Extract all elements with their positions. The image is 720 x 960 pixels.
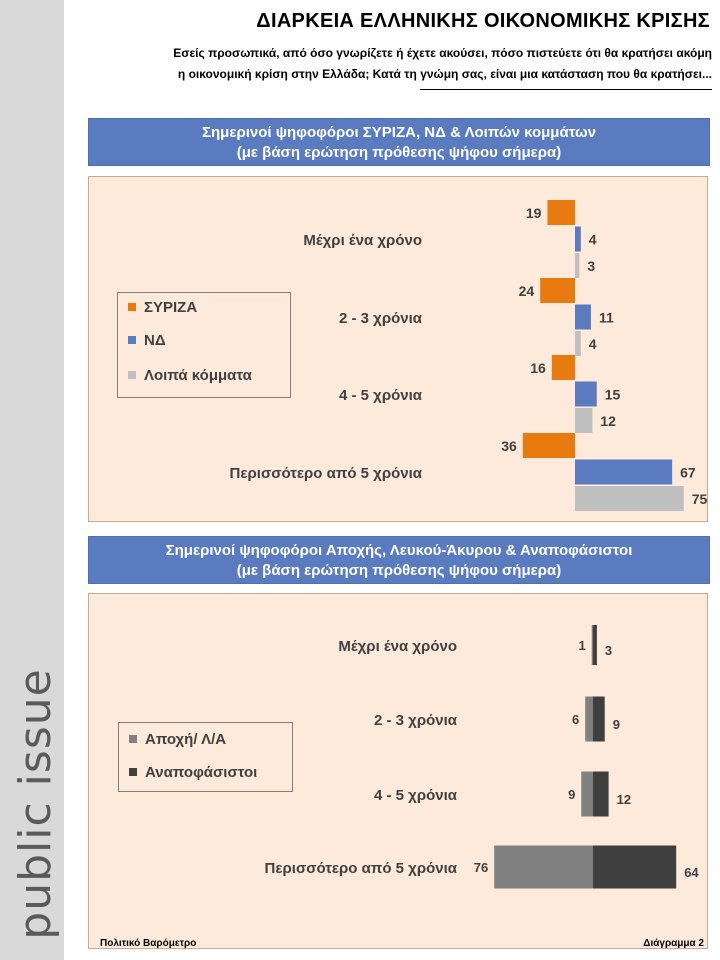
bar-undecided: [593, 772, 609, 817]
bar-abstain: [592, 625, 593, 665]
data-label-others: 3: [587, 258, 596, 274]
data-label-syriza: 16: [530, 360, 546, 376]
bar-nd: [575, 382, 597, 407]
data-label-syriza: 24: [518, 283, 535, 299]
bar-nd: [575, 227, 581, 252]
bar-abstain: [494, 846, 593, 889]
chart-2-subtitle: (με βάση ερώτηση πρόθεσης ψήφου σήμερα): [236, 562, 562, 579]
subtitle-line-1: Εσείς προσωπικά, από όσο γνωρίζετε ή έχετε ακούσει, πόσο πιστεύετε ότι θα κρατήσει ακόμη: [173, 46, 712, 60]
chart-1-subtitle: (με βάση ερώτηση πρόθεσης ψήφου σήμερα): [236, 144, 562, 161]
data-label-abstain: 1: [578, 638, 586, 653]
chart-2-title: Σημερινοί ψηφοφόροι Αποχής, Λευκού-Άκυρου & Αναποφάσιστοι: [165, 542, 633, 559]
data-label-abstain: 76: [473, 860, 489, 875]
data-label-undecided: 64: [684, 865, 699, 880]
bar-syriza: [523, 433, 575, 458]
legend-label-syriza: ΣΥΡΙΖΑ: [144, 299, 198, 316]
data-label-abstain: 9: [568, 787, 576, 802]
bar-undecided: [593, 697, 605, 742]
data-label-undecided: 12: [616, 792, 632, 807]
bar-syriza: [547, 200, 575, 225]
chart-1-category-label: 2 - 3 χρόνια: [339, 310, 422, 327]
data-label-nd: 15: [604, 386, 621, 403]
data-label-syriza: 36: [501, 438, 517, 454]
data-label-others: 12: [600, 413, 616, 429]
data-label-undecided: 9: [612, 717, 620, 732]
chart-2-category-label: Περισσότερο από 5 χρόνια: [264, 860, 457, 877]
data-label-others: 4: [588, 336, 597, 352]
chart-1-category-label: 4 - 5 χρόνια: [339, 387, 422, 404]
bar-others: [575, 486, 684, 511]
legend-label-others: Λοιπά κόμματα: [144, 367, 252, 384]
bar-abstain: [581, 772, 593, 817]
brand-logo: public issue: [10, 668, 61, 940]
bar-undecided: [593, 625, 597, 665]
bar-nd: [575, 305, 591, 330]
bar-syriza: [540, 278, 575, 303]
chart-2-category-label: 4 - 5 χρόνια: [374, 787, 457, 804]
page-title: ΔΙΑΡΚΕΙΑ ΕΛΛΗΝΙΚΗΣ ΟΙΚΟΝΟΜΙΚΗΣ ΚΡΙΣΗΣ: [256, 10, 710, 32]
data-label-syriza: 19: [525, 205, 542, 221]
bar-others: [575, 331, 581, 356]
data-label-others: 75: [691, 491, 708, 507]
data-label-undecided: 3: [604, 643, 613, 658]
bar-abstain: [585, 697, 593, 742]
footer-figure-number: Διάγραμμα 2: [643, 938, 704, 949]
chart-2-category-label: 2 - 3 χρόνια: [374, 712, 457, 729]
subtitle-line-2: η οικονομική κρίση στην Ελλάδα; Κατά τη γνώμη σας, είναι μια κατάσταση που θα κρατήσει...: [177, 67, 712, 81]
bar-others: [575, 408, 592, 433]
data-label-nd: 4: [588, 231, 597, 248]
chart-1-category-label: Περισσότερο από 5 χρόνια: [229, 465, 422, 482]
legend-label-nd: ΝΔ: [144, 332, 166, 349]
chart-2-category-label: Μέχρι ένα χρόνο: [338, 638, 457, 655]
chart-1-category-label: Μέχρι ένα χρόνο: [303, 232, 422, 249]
bar-syriza: [552, 355, 575, 380]
chart-1-title: Σημερινοί ψηφοφόροι ΣΥΡΙΖΑ, ΝΔ & Λοιπών κομμάτων: [202, 124, 596, 141]
bar-undecided: [593, 846, 676, 889]
legend-label-undecided: Αναποφάσιστοι: [145, 764, 258, 781]
bar-others: [575, 253, 579, 278]
data-label-abstain: 6: [571, 712, 580, 727]
data-label-nd: 11: [598, 309, 614, 326]
footer-source: Πολιτικό Βαρόμετρο: [100, 938, 197, 949]
legend-label-abstain: Αποχή/ Λ/Α: [145, 731, 227, 748]
bar-nd: [575, 460, 672, 485]
data-label-nd: 67: [680, 464, 696, 481]
